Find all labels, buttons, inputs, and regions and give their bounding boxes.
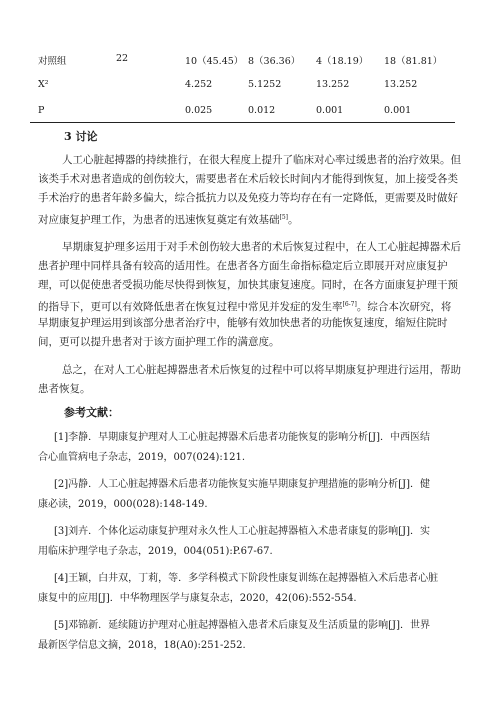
cell: 0.012: [248, 105, 276, 116]
text-line: 间，更可以提升患者对于该方面护理工作的满意度。: [38, 336, 280, 348]
table-row: [30, 45, 455, 71]
reference-line: [5]邓锦新．延续随访护理对心脏起搏器植入患者术后康复及生活质量的影响[J]．世界: [54, 620, 430, 631]
text-fragment: 。综合本次研究，将: [356, 301, 452, 313]
text-line: 手术治疗的患者年龄多偏大，综合抵抗力以及免疫力等均存在有一定降低，更需要及时做好: [38, 192, 458, 204]
reference-line: 用临床护理学电子杂志，2019，004(051):P.67-67.: [38, 546, 273, 557]
text-line: 该类手术对患者造成的创伤较大，需要患者在术后较长时间内才能得到恢复，加上接受各类: [38, 173, 458, 185]
cell: 8（36.36）: [248, 56, 301, 67]
cell: 4（18.19）: [316, 56, 369, 67]
reference-item: [38, 522, 458, 562]
reference-line: 最新医学信息文摘，2018，18(A0):251-252.: [38, 640, 246, 651]
text-line: 对应康复护理工作，为患者的迅速恢复奠定有效基础[5]。: [38, 214, 299, 226]
text-line: 患者护理中同样具备有较高的适用性。在患者各方面生命指标稳定后立即展开对应康复护: [38, 260, 448, 272]
reference-item: [38, 569, 458, 609]
citation: [6-7]: [342, 301, 357, 308]
cell: 0.001: [316, 105, 344, 116]
text-line: 患者恢复。: [38, 383, 91, 395]
cell: 5.1252: [248, 79, 282, 90]
reference-item: [38, 475, 458, 515]
reference-item: [38, 616, 458, 656]
reference-item: [38, 428, 458, 468]
text-line: 总之，在对人工心脏起搏器患者术后恢复的过程中可以将早期康复护理进行运用，帮助: [62, 364, 461, 376]
row-label: P: [38, 105, 45, 116]
text-line: [38, 295, 458, 314]
text-fragment: 的指导下，更可以有效降低患者在恢复过程中常见并发症的发生率: [38, 301, 343, 313]
text-line: 早期康复护理多运用于对手术创伤较大患者的术后恢复过程中，在人工心脏起搏器术后: [62, 241, 461, 253]
section-heading: 3 讨论: [64, 130, 98, 143]
cell: 0.001: [384, 105, 412, 116]
results-table: [30, 45, 455, 123]
table-bottom-rule: [30, 122, 455, 123]
cell: 18（81.81）: [384, 56, 443, 67]
reference-line: 康必读，2019，000(028):148-149.: [38, 499, 208, 510]
reference-line: [4]王颖，白井双，丁莉，等．多学科模式下阶段性康复训练在起搏器植入术后患者心脏: [54, 573, 439, 584]
row-label: 对照组: [38, 56, 67, 67]
text-line: 早期康复护理运用到该部分患者治疗中，能够有效加快患者的功能恢复速度，缩短住院时: [38, 317, 448, 329]
paragraph: [38, 361, 461, 399]
reference-line: 康复中的应用[J]．中华物理医学与康复杂志，2020，42(06):552-554.: [38, 593, 357, 604]
reference-line: [3]刘卉．个体化运动康复护理对永久性人工心脏起搏器植入术患者康复的影响[J]．实: [54, 526, 430, 537]
reference-line: 合心血管病电子杂志，2019，007(024):121.: [38, 452, 246, 463]
cell: 10（45.45）: [185, 56, 244, 67]
text-fragment: 对应康复护理工作，为患者的迅速恢复奠定有效基础: [38, 214, 280, 226]
table-row: [30, 71, 455, 97]
references-heading: 参考文献：: [64, 406, 119, 419]
cell: 4.252: [185, 79, 213, 90]
cell: 0.025: [185, 105, 213, 116]
cell-n: 22: [116, 53, 129, 64]
text-line: 理，可以促使患者受损功能尽快得到恢复，加快其康复速度。同时，在各方面康复护理干预: [38, 279, 458, 291]
table-row: [30, 97, 455, 123]
citation: [5]: [279, 214, 288, 221]
paragraph: [38, 151, 461, 227]
reference-list: [38, 428, 458, 663]
row-label: X²: [38, 79, 49, 90]
cell: 13.252: [384, 79, 418, 90]
reference-line: [1]李静．早期康复护理对人工心脏起搏器术后患者功能恢复的影响分析[J]．中西医结: [54, 432, 430, 443]
cell: 13.252: [316, 79, 350, 90]
paragraph: [38, 238, 461, 352]
text-line: 人工心脏起搏器的持续推行，在很大程度上提升了临床对心率过缓患者的治疗效果。但: [62, 154, 461, 166]
reference-line: [2]冯静．人工心脏起搏器术后患者功能恢复实施早期康复护理措施的影响分析[J]．健: [54, 479, 430, 490]
